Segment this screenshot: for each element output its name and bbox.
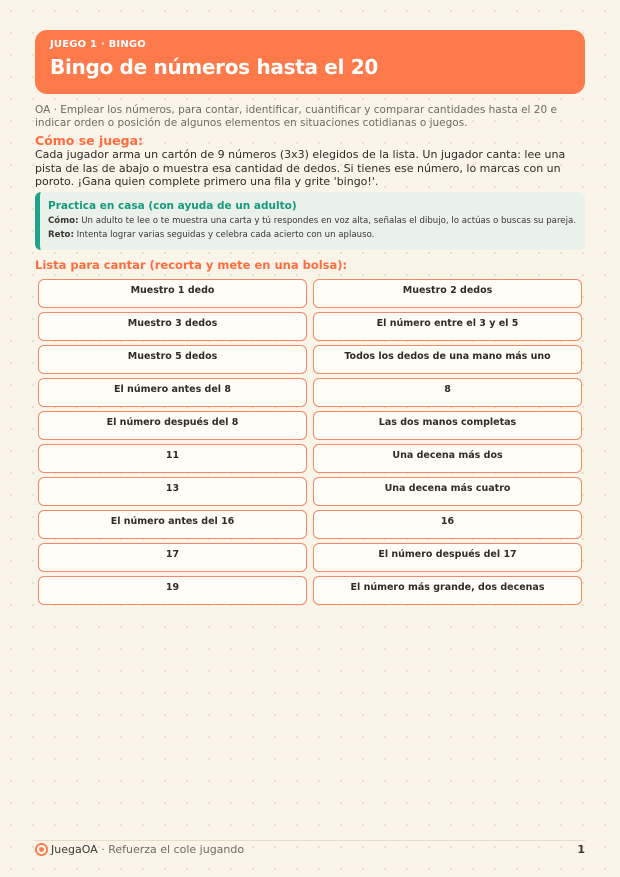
call-card: El número entre el 3 y el 5 — [313, 312, 582, 341]
how-to-play-title: Cómo se juega: — [35, 133, 144, 148]
game-kicker: JUEGO 1 · BINGO — [50, 39, 147, 50]
footer-text — [51, 843, 244, 857]
call-card: Una decena más dos — [313, 444, 582, 473]
call-card: Muestro 1 dedo — [38, 279, 307, 308]
call-card: El número antes del 8 — [38, 378, 307, 407]
call-card: 17 — [38, 543, 307, 572]
tip-line-how — [48, 215, 575, 227]
call-card: El número después del 17 — [313, 543, 582, 572]
call-card: 8 — [313, 378, 582, 407]
objective-text: OA · Emplear los números, para contar, identificar, cuantificar y comparar cantidades hasta el 20 e indicar orden o posición de algunos elementos en situaciones cotidianas o juegos. — [35, 104, 557, 129]
call-card: El número después del 8 — [38, 411, 307, 440]
call-card: 13 — [38, 477, 307, 506]
call-card: 11 — [38, 444, 307, 473]
page-title: Bingo de números hasta el 20 — [50, 55, 379, 79]
call-card: Todos los dedos de una mano más uno — [313, 345, 582, 374]
call-card: Las dos manos completas — [313, 411, 582, 440]
practice-tip-box — [35, 192, 585, 250]
call-card: El número antes del 16 — [38, 510, 307, 539]
logo-icon — [35, 843, 48, 856]
page-number: 1 — [577, 843, 585, 856]
header-banner — [35, 30, 585, 94]
tip-challenge-text: Intenta lograr varias seguidas y celebra cada acierto con un aplauso. — [73, 230, 375, 240]
call-list-grid — [38, 279, 582, 605]
call-card: El número más grande, dos decenas — [313, 576, 582, 605]
footer-brand: JuegaOA — [51, 843, 98, 856]
tip-how-label: Cómo: — [48, 216, 79, 226]
call-card: Muestro 3 dedos — [38, 312, 307, 341]
tip-challenge-label: Reto: — [48, 230, 74, 240]
footer-divider — [35, 840, 585, 841]
footer-tagline: · Refuerza el cole jugando — [97, 843, 245, 856]
tip-line-challenge — [48, 229, 575, 241]
how-to-play-text: Cada jugador arma un cartón de 9 números (3x3) elegidos de la lista. Un jugador canta: lee una pista de las de abajo o muestra esa cantidad de dedos. Si tienes ese número, lo marcas con un poroto. ¡Gana quien complete primero una fila y grite 'bingo!'. — [35, 148, 566, 189]
tip-title: Practica en casa (con ayuda de un adulto) — [48, 200, 297, 212]
tip-how-text: Un adulto te lee o te muestra una carta y tú respondes en voz alta, señalas el dibujo, lo actúas o buscas su pareja. — [78, 216, 576, 226]
call-card: Muestro 5 dedos — [38, 345, 307, 374]
call-list-title: Lista para cantar (recorta y mete en una bolsa): — [35, 258, 348, 272]
call-card: Una decena más cuatro — [313, 477, 582, 506]
call-card: Muestro 2 dedos — [313, 279, 582, 308]
call-card: 16 — [313, 510, 582, 539]
call-card: 19 — [38, 576, 307, 605]
